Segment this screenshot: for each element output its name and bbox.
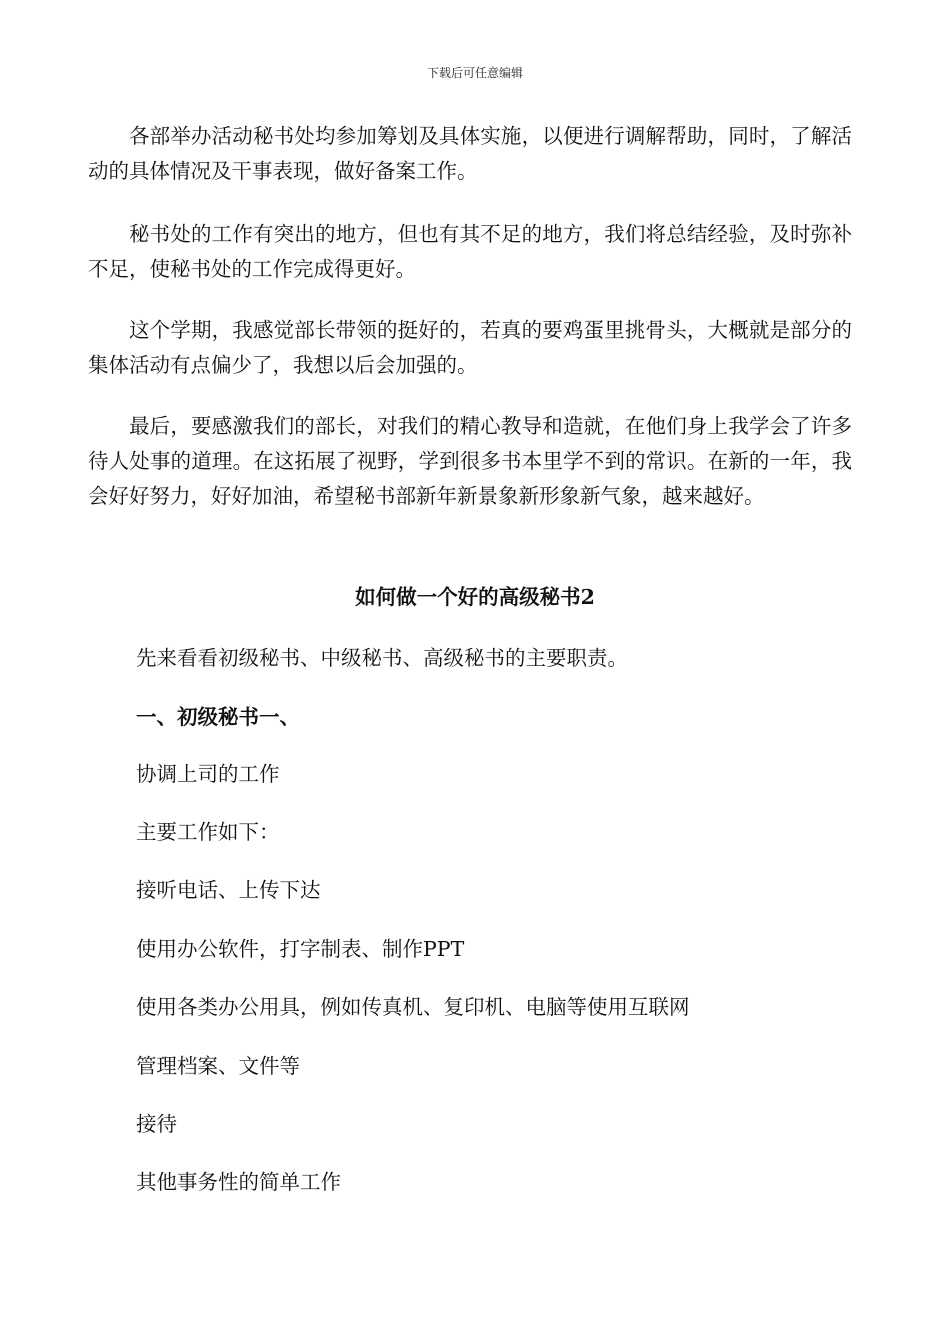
list-item: 接待: [136, 1112, 177, 1136]
list-item: 主要工作如下：: [136, 820, 280, 844]
paragraph-1: 各部举办活动秘书处均参加筹划及具体实施，以便进行调解帮助，同时，了解活动的具体情况及干事表现，做好备案工作。: [88, 124, 852, 183]
list-item: 其他事务性的简单工作: [136, 1170, 341, 1194]
list-item: 管理档案、文件等: [136, 1054, 300, 1078]
list-item: 接听电话、上传下达: [136, 878, 321, 902]
paragraph-4: 最后，要感激我们的部长，对我们的精心教导和造就，在他们身上我学会了许多待人处事的道理。在这拓展了视野，学到很多书本里学不到的常识。在新的一年，我会好好努力，好好加油，希望秘书部新年新景象新形象新气象，越来越好。: [88, 414, 852, 508]
heading-junior-secretary: 一、初级秘书一、: [136, 705, 300, 729]
page-header: 下载后可任意编辑: [426, 66, 523, 80]
paragraph-2: 秘书处的工作有突出的地方，但也有其不足的地方，我们将总结经验，及时弥补不足，使秘书处的工作完成得更好。: [88, 222, 852, 281]
paragraph-3: 这个学期，我感觉部长带领的挺好的，若真的要鸡蛋里挑骨头，大概就是部分的集体活动有点偏少了，我想以后会加强的。: [88, 318, 852, 377]
intro-line: 先来看看初级秘书、中级秘书、高级秘书的主要职责。: [136, 646, 628, 670]
list-item: 使用各类办公用具，例如传真机、复印机、电脑等使用互联网: [136, 995, 690, 1019]
section-title: 如何做一个好的高级秘书2: [355, 585, 595, 609]
list-item: 使用办公软件，打字制表、制作PPT: [136, 937, 465, 961]
list-item: 协调上司的工作: [136, 762, 280, 786]
